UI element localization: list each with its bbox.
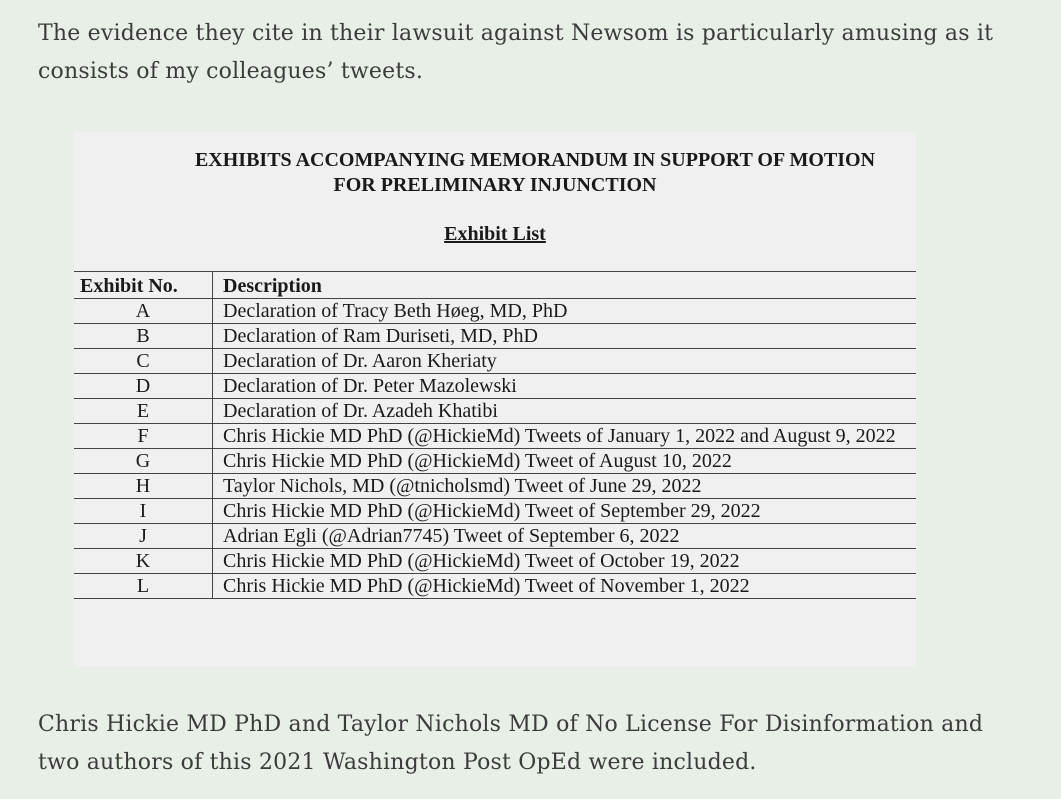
exhibit-description: Declaration of Dr. Azadeh Khatibi bbox=[213, 399, 917, 424]
exhibit-no: G bbox=[74, 449, 213, 474]
exhibit-description: Declaration of Ram Duriseti, MD, PhD bbox=[213, 324, 917, 349]
exhibit-table bbox=[74, 271, 916, 599]
exhibit-description: Chris Hickie MD PhD (@HickieMd) Tweet of September 29, 2022 bbox=[213, 499, 917, 524]
exhibit-list-image bbox=[74, 132, 916, 667]
exhibit-description: Chris Hickie MD PhD (@HickieMd) Tweet of October 19, 2022 bbox=[213, 549, 917, 574]
table-row bbox=[74, 399, 916, 424]
exhibit-no: I bbox=[74, 499, 213, 524]
exhibit-description: Chris Hickie MD PhD (@HickieMd) Tweet of November 1, 2022 bbox=[213, 574, 917, 599]
exhibit-no: H bbox=[74, 474, 213, 499]
exhibit-no: E bbox=[74, 399, 213, 424]
exhibit-description: Chris Hickie MD PhD (@HickieMd) Tweets of January 1, 2022 and August 9, 2022 bbox=[213, 424, 917, 449]
table-row bbox=[74, 524, 916, 549]
table-row bbox=[74, 474, 916, 499]
table-row bbox=[74, 374, 916, 399]
intro-paragraph: The evidence they cite in their lawsuit against Newsom is particularly amusing as it consists of my colleagues’ tweets. bbox=[38, 21, 994, 84]
exhibit-description: Declaration of Dr. Peter Mazolewski bbox=[213, 374, 917, 399]
exhibit-no: A bbox=[74, 299, 213, 324]
exhibit-description: Adrian Egli (@Adrian7745) Tweet of September 6, 2022 bbox=[213, 524, 917, 549]
exhibit-no: L bbox=[74, 574, 213, 599]
table-row bbox=[74, 499, 916, 524]
table-row bbox=[74, 549, 916, 574]
table-row bbox=[74, 349, 916, 374]
document-title bbox=[74, 148, 916, 198]
exhibit-description: Declaration of Tracy Beth Høeg, MD, PhD bbox=[213, 299, 917, 324]
exhibit-description: Taylor Nichols, MD (@tnicholsmd) Tweet of June 29, 2022 bbox=[213, 474, 917, 499]
exhibit-no: F bbox=[74, 424, 213, 449]
exhibit-description: Chris Hickie MD PhD (@HickieMd) Tweet of August 10, 2022 bbox=[213, 449, 917, 474]
table-row bbox=[74, 299, 916, 324]
document-title-line-1: EXHIBITS ACCOMPANYING MEMORANDUM IN SUPPORT OF MOTION bbox=[194, 149, 876, 171]
table-row bbox=[74, 574, 916, 599]
document-subtitle: Exhibit List bbox=[444, 223, 546, 245]
document-title-line-2: FOR PRELIMINARY INJUNCTION bbox=[333, 174, 657, 196]
table-row bbox=[74, 424, 916, 449]
exhibit-no: B bbox=[74, 324, 213, 349]
table-header-row bbox=[74, 272, 916, 299]
table-row bbox=[74, 449, 916, 474]
header-description: Description bbox=[213, 272, 917, 299]
exhibit-no: D bbox=[74, 374, 213, 399]
exhibit-no: C bbox=[74, 349, 213, 374]
exhibit-no: J bbox=[74, 524, 213, 549]
exhibit-no: K bbox=[74, 549, 213, 574]
header-exhibit-no: Exhibit No. bbox=[74, 272, 213, 299]
exhibit-description: Declaration of Dr. Aaron Kheriaty bbox=[213, 349, 917, 374]
table-row bbox=[74, 324, 916, 349]
outro-paragraph: Chris Hickie MD PhD and Taylor Nichols MD of No License For Disinformation and two authors of this 2021 Washington Post OpEd were included. bbox=[38, 712, 984, 775]
